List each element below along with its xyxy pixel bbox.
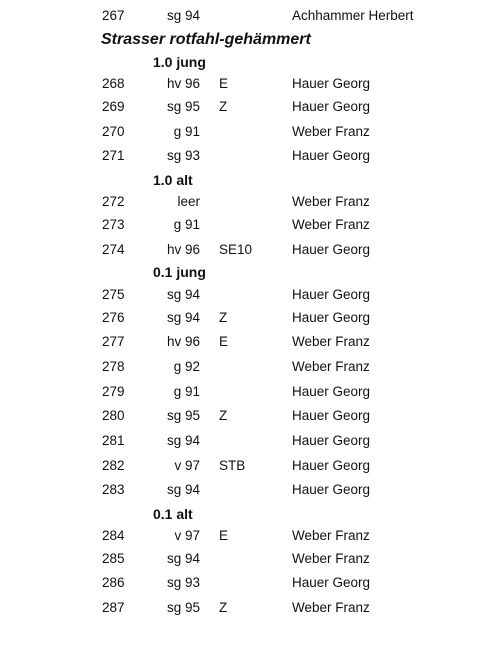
entry-row — [0, 284, 492, 306]
entry-grade: sg 94 — [166, 433, 200, 448]
entry-grade: hv 96 — [166, 242, 200, 257]
entry-row — [0, 572, 492, 594]
entry-number: 286 — [102, 575, 125, 590]
entry-owner: Hauer Georg — [292, 310, 371, 325]
entry-owner: Hauer Georg — [292, 76, 371, 91]
group-heading: 1.0 alt — [153, 172, 193, 188]
entry-row — [0, 430, 492, 452]
entry-number: 272 — [102, 194, 125, 209]
entry-row — [0, 5, 492, 27]
entry-owner: Weber Franz — [292, 217, 370, 232]
entry-code: Z — [219, 408, 228, 423]
entry-number: 282 — [102, 458, 125, 473]
entry-owner: Weber Franz — [292, 600, 370, 615]
entry-owner: Weber Franz — [292, 334, 370, 349]
entry-code: SE10 — [219, 242, 253, 257]
entry-row — [0, 239, 492, 261]
entry-grade: v 97 — [174, 458, 200, 473]
entry-code: E — [219, 528, 229, 543]
entry-row — [0, 525, 492, 547]
group-heading: 0.1 jung — [153, 264, 206, 280]
entry-row — [0, 405, 492, 427]
entry-row — [0, 214, 492, 236]
entry-row — [0, 381, 492, 403]
entry-code: E — [219, 76, 229, 91]
entry-owner: Weber Franz — [292, 528, 370, 543]
entry-row — [0, 121, 492, 143]
entry-owner: Hauer Georg — [292, 99, 371, 114]
entry-number: 275 — [102, 287, 125, 302]
entry-owner: Hauer Georg — [292, 384, 371, 399]
entry-number: 283 — [102, 482, 125, 497]
entry-code: E — [219, 334, 229, 349]
entry-row — [0, 479, 492, 501]
entry-row — [0, 455, 492, 477]
entry-number: 278 — [102, 359, 125, 374]
entry-number: 276 — [102, 310, 125, 325]
entry-grade: leer — [177, 194, 200, 209]
entry-owner: Achhammer Herbert — [292, 8, 414, 23]
entry-number: 268 — [102, 76, 125, 91]
entry-grade: g 92 — [173, 359, 200, 374]
entry-number: 271 — [102, 148, 125, 163]
entry-code: Z — [219, 310, 228, 325]
entry-grade: g 91 — [173, 217, 200, 232]
entry-grade: hv 96 — [166, 334, 200, 349]
entry-row — [0, 307, 492, 329]
entry-number: 284 — [102, 528, 125, 543]
group-heading: 0.1 alt — [153, 506, 193, 522]
entry-number: 285 — [102, 551, 125, 566]
entry-owner: Hauer Georg — [292, 482, 371, 497]
entry-grade: sg 93 — [166, 148, 200, 163]
entry-grade: sg 95 — [166, 600, 200, 615]
entry-row — [0, 597, 492, 619]
entry-grade: sg 94 — [166, 551, 200, 566]
entry-owner: Weber Franz — [292, 194, 370, 209]
entry-grade: sg 94 — [166, 8, 200, 23]
entry-owner: Hauer Georg — [292, 408, 371, 423]
entry-number: 287 — [102, 600, 125, 615]
entry-owner: Hauer Georg — [292, 575, 371, 590]
entry-code: Z — [219, 99, 228, 114]
entry-owner: Hauer Georg — [292, 287, 371, 302]
entry-grade: sg 94 — [166, 287, 200, 302]
entry-code: Z — [219, 600, 228, 615]
entry-number: 267 — [102, 8, 125, 23]
group-heading: 1.0 jung — [153, 54, 206, 70]
entry-grade: g 91 — [173, 384, 200, 399]
entry-number: 281 — [102, 433, 125, 448]
entry-number: 274 — [102, 242, 125, 257]
entry-grade: sg 95 — [166, 408, 200, 423]
entry-row — [0, 73, 492, 95]
entry-grade: sg 94 — [166, 482, 200, 497]
entry-owner: Hauer Georg — [292, 433, 371, 448]
entry-grade: hv 96 — [166, 76, 200, 91]
entry-row — [0, 356, 492, 378]
entry-grade: v 97 — [174, 528, 200, 543]
section-title: Strasser rotfahl-gehämmert — [101, 31, 311, 48]
entry-owner: Hauer Georg — [292, 148, 371, 163]
entry-row — [0, 191, 492, 213]
entry-number: 270 — [102, 124, 125, 139]
entry-grade: sg 95 — [166, 99, 200, 114]
entry-owner: Hauer Georg — [292, 242, 371, 257]
entry-owner: Hauer Georg — [292, 458, 371, 473]
entry-number: 273 — [102, 217, 125, 232]
entry-owner: Weber Franz — [292, 359, 370, 374]
entry-row — [0, 548, 492, 570]
entry-row — [0, 331, 492, 353]
entry-row — [0, 145, 492, 167]
entry-number: 269 — [102, 99, 125, 114]
entry-grade: sg 94 — [166, 310, 200, 325]
entry-grade: sg 93 — [166, 575, 200, 590]
entry-owner: Weber Franz — [292, 124, 370, 139]
entry-grade: g 91 — [173, 124, 200, 139]
entry-owner: Weber Franz — [292, 551, 370, 566]
entry-number: 279 — [102, 384, 125, 399]
entry-number: 280 — [102, 408, 125, 423]
entry-number: 277 — [102, 334, 125, 349]
entry-code: STB — [219, 458, 246, 473]
entry-row — [0, 96, 492, 118]
